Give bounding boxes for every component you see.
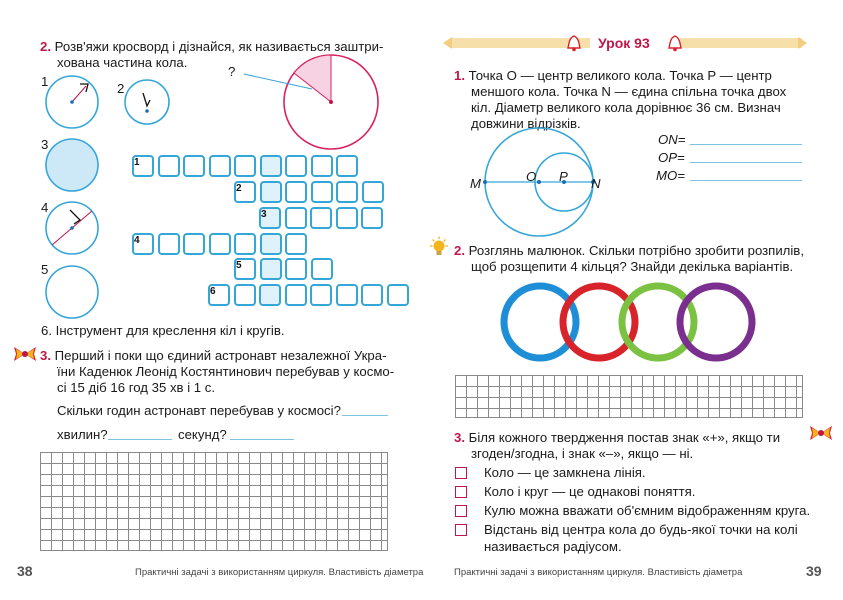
crossword-cell[interactable] xyxy=(285,207,307,229)
task-number: 2. xyxy=(40,39,51,54)
filled-circle-picture xyxy=(46,139,98,191)
circle-label-4: 4 xyxy=(41,200,49,215)
circle-diameter-picture xyxy=(46,202,98,254)
task-number: 3. xyxy=(40,348,51,363)
bow-icon xyxy=(808,424,834,442)
statement-4: Відстань від центра кола до будь-якої точки на колі xyxy=(484,522,798,537)
crossword-cell[interactable] xyxy=(361,207,383,229)
crossword-cell[interactable] xyxy=(260,155,282,177)
lesson-title: Урок 93 xyxy=(598,35,650,51)
task3-text-line3: сі 15 діб 16 год 35 хв і 1 с. xyxy=(57,380,216,395)
circle-radius-picture xyxy=(46,76,98,128)
crossword-cell[interactable] xyxy=(336,155,358,177)
crossword-number: 1 xyxy=(134,157,140,168)
circle-label-5: 5 xyxy=(41,262,49,277)
task1-text-line1: Точка O — центр великого кола. Точка P — центр xyxy=(468,68,772,83)
task2r-text-line2: щоб розщепити 4 кільця? Знайди декілька варіантів. xyxy=(471,259,794,274)
squared-answer-grid[interactable] xyxy=(455,375,803,418)
statement-checkbox[interactable] xyxy=(455,524,467,536)
page-footer: Практичні задачі з використанням циркуля. Властивість діаметра xyxy=(454,567,743,578)
lightbulb-icon xyxy=(428,236,450,260)
crossword-number: 6 xyxy=(210,286,216,297)
answer-line-MO[interactable] xyxy=(690,180,802,181)
crossword-cell[interactable] xyxy=(310,284,332,306)
task2-text-line1: Розв'яжи кросворд і дізнайся, як називається заштри- xyxy=(54,39,384,54)
crossword-cell[interactable] xyxy=(209,155,231,177)
task3-text-line1: Перший і поки що єдиний астронавт незалежної Укра- xyxy=(54,348,387,363)
answer-line-ON[interactable] xyxy=(690,144,802,145)
task1-text-line3: кіл. Діаметр великого кола дорівнює 36 см. Визнач xyxy=(471,100,781,115)
crossword-number: 5 xyxy=(236,260,242,271)
task1-text-line4: довжини відрізків. xyxy=(471,116,581,131)
crossword-cell[interactable] xyxy=(234,233,256,255)
seconds-answer-line[interactable] xyxy=(230,439,294,440)
task3r-text-line2: згоден/згодна, і знак «–», якщо — ні. xyxy=(471,446,694,461)
page-footer: Практичні задачі з використанням циркуля. Властивість діаметра xyxy=(135,567,424,578)
crossword-cell[interactable] xyxy=(285,284,307,306)
task2r-text-line1: Розглянь малюнок. Скільки потрібно зробити розпилів, xyxy=(468,243,804,258)
bow-icon xyxy=(12,345,38,363)
squared-answer-grid[interactable] xyxy=(40,452,388,551)
crossword-cell[interactable] xyxy=(209,233,231,255)
task-number: 1. xyxy=(454,68,465,83)
point-label-P: P xyxy=(559,169,568,184)
crossword-cell[interactable] xyxy=(336,207,358,229)
crossword-number: 2 xyxy=(236,183,242,194)
crossword-cell[interactable] xyxy=(285,258,307,280)
point-label-O: O xyxy=(526,169,537,184)
plain-circle-picture xyxy=(46,266,98,318)
crossword-cell[interactable] xyxy=(260,258,282,280)
crossword-cell[interactable] xyxy=(259,284,281,306)
crossword-cell[interactable] xyxy=(361,284,383,306)
crossword-cell[interactable] xyxy=(311,155,333,177)
crossword-cell[interactable] xyxy=(158,233,180,255)
task2-text-line2: хована частина кола. xyxy=(57,55,188,70)
crossword-cell[interactable] xyxy=(183,233,205,255)
crossword-cell[interactable] xyxy=(285,155,307,177)
crossword-clue-6: 6. Інструмент для креслення кіл і кругів. xyxy=(41,323,285,338)
circle-label-1: 1 xyxy=(41,74,49,89)
task3r-text-line1: Біля кожного твердження постав знак «+», якщо ти xyxy=(468,430,781,445)
statement-4-continued: називається радіусом. xyxy=(484,539,622,554)
crossword-cell[interactable] xyxy=(362,181,384,203)
answer-label-MO: MO= xyxy=(656,168,685,183)
answer-label-ON: ON= xyxy=(658,132,686,147)
crossword-cell[interactable] xyxy=(260,233,282,255)
statement-3: Кулю можна вважати об'ємним відображенням круга. xyxy=(484,503,811,518)
task-number: 2. xyxy=(454,243,465,258)
sector-circle-picture xyxy=(244,55,378,149)
crossword-cell[interactable] xyxy=(336,284,358,306)
seconds-question: секунд? xyxy=(178,427,227,442)
statement-checkbox[interactable] xyxy=(455,467,467,479)
crossword-cell[interactable] xyxy=(183,155,205,177)
crossword-cell[interactable] xyxy=(311,181,333,203)
statement-1: Коло — це замкнена лінія. xyxy=(484,465,646,480)
minutes-question: хвилин? xyxy=(57,427,108,442)
statement-checkbox[interactable] xyxy=(455,486,467,498)
question-mark: ? xyxy=(228,64,236,79)
statement-checkbox[interactable] xyxy=(455,505,467,517)
crossword-cell[interactable] xyxy=(311,258,333,280)
page-number: 39 xyxy=(806,563,822,579)
crossword-cell[interactable] xyxy=(285,181,307,203)
crossword-number: 4 xyxy=(134,235,140,246)
circle-center-picture xyxy=(125,80,169,124)
task3-text-line2: їни Каденюк Леонід Костянтинович перебував у космо- xyxy=(57,364,395,379)
bell-icon xyxy=(566,34,582,52)
crossword-cell[interactable] xyxy=(387,284,409,306)
hours-answer-line[interactable] xyxy=(342,415,388,416)
answer-label-OP: OP= xyxy=(658,150,685,165)
page-number: 38 xyxy=(17,563,33,579)
point-label-M: M xyxy=(470,176,481,191)
crossword-cell[interactable] xyxy=(336,181,358,203)
task-number: 3. xyxy=(454,430,465,445)
hours-question: Скільки годин астронавт перебував у космосі? xyxy=(57,403,341,418)
crossword-number: 3 xyxy=(261,209,267,220)
circle-label-3: 3 xyxy=(41,137,49,152)
minutes-answer-line[interactable] xyxy=(108,439,172,440)
circle-label-2: 2 xyxy=(117,81,125,96)
task1-text-line2: меншого кола. Точка N — єдина спільна точка двох xyxy=(471,84,787,99)
crossword-cell[interactable] xyxy=(158,155,180,177)
crossword-cell[interactable] xyxy=(285,233,307,255)
crossword-cell[interactable] xyxy=(260,181,282,203)
crossword-cell[interactable] xyxy=(310,207,332,229)
answer-line-OP[interactable] xyxy=(690,162,802,163)
statement-2: Коло і круг — це однакові поняття. xyxy=(484,484,696,499)
four-rings-picture xyxy=(490,277,770,367)
crossword-cell[interactable] xyxy=(234,155,256,177)
bell-icon xyxy=(667,34,683,52)
crossword-cell[interactable] xyxy=(234,284,256,306)
point-label-N: N xyxy=(591,176,601,191)
